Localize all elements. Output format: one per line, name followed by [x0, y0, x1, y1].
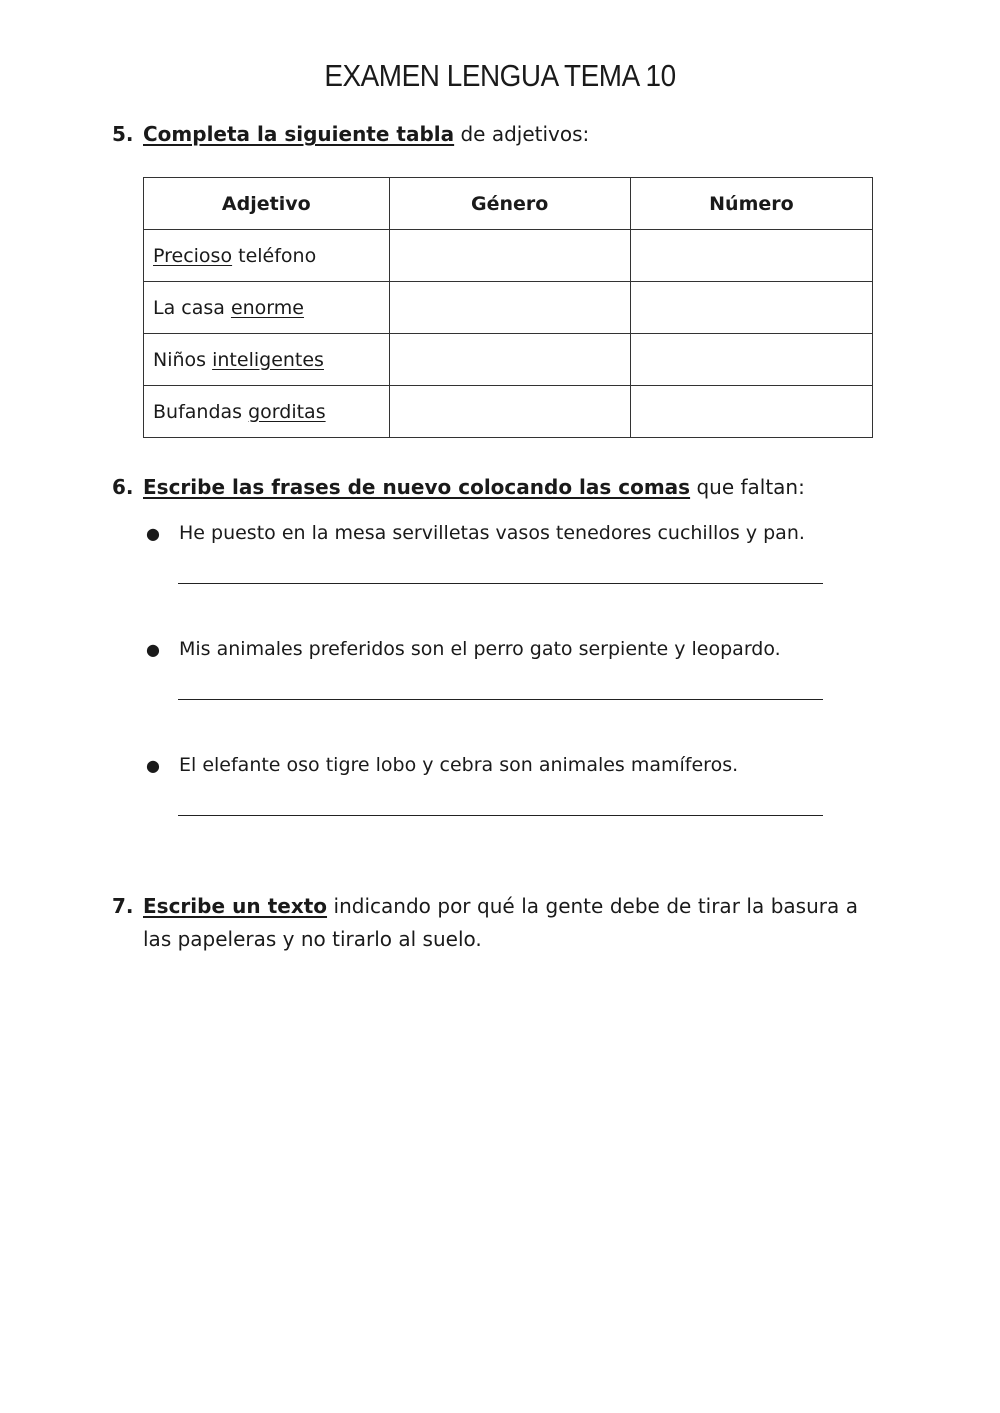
question-7 — [112, 890, 858, 956]
question-number: 6. — [112, 475, 134, 499]
question-text: indicando por qué la gente debe de tirar la basura a las papeleras y no tirarlo al suelo. — [143, 894, 858, 951]
question-text: de adjetivos: — [454, 122, 590, 146]
adjective-cell: Bufandas gorditas — [144, 386, 390, 438]
question-5 — [112, 118, 589, 150]
sentence-item — [146, 754, 738, 776]
sentence-text: He puesto en la mesa servilletas vasos tenedores cuchillos y pan. — [179, 522, 805, 544]
number-answer-cell[interactable] — [630, 386, 872, 438]
underlined-adjective: enorme — [230, 296, 304, 319]
question-number: 5. — [112, 122, 134, 146]
table-row — [144, 230, 873, 282]
number-answer-cell[interactable] — [630, 230, 872, 282]
question-6 — [112, 471, 805, 503]
answer-line[interactable] — [178, 815, 823, 816]
answer-line[interactable] — [178, 583, 823, 584]
table-row — [144, 282, 873, 334]
adjective-cell: Precioso teléfono — [144, 230, 390, 282]
number-answer-cell[interactable] — [630, 282, 872, 334]
underlined-adjective: inteligentes — [212, 348, 324, 371]
adjective-cell: La casa enorme — [144, 282, 390, 334]
table-row — [144, 386, 873, 438]
question-instruction: Escribe un texto — [143, 894, 328, 918]
gender-answer-cell[interactable] — [389, 282, 630, 334]
question-instruction: Completa la siguiente tabla — [143, 122, 455, 146]
bullet-icon: ● — [146, 640, 160, 659]
question-instruction: Escribe las frases de nuevo colocando las comas — [143, 475, 691, 499]
gender-answer-cell[interactable] — [389, 334, 630, 386]
column-header-adjetivo: Adjetivo — [144, 178, 390, 230]
number-answer-cell[interactable] — [630, 334, 872, 386]
bullet-icon: ● — [146, 524, 160, 543]
gender-answer-cell[interactable] — [389, 230, 630, 282]
adjective-table — [143, 177, 873, 438]
table-row — [144, 334, 873, 386]
sentence-item — [146, 638, 781, 660]
underlined-adjective: gorditas — [248, 400, 326, 423]
sentence-text: Mis animales preferidos son el perro gato serpiente y leopardo. — [179, 638, 781, 660]
bullet-icon: ● — [146, 756, 160, 775]
sentence-item — [146, 522, 805, 544]
answer-line[interactable] — [178, 699, 823, 700]
page-title: EXAMEN LENGUA TEMA 10 — [324, 58, 676, 93]
sentence-text: El elefante oso tigre lobo y cebra son animales mamíferos. — [179, 754, 739, 776]
gender-answer-cell[interactable] — [389, 386, 630, 438]
column-header-numero: Número — [630, 178, 872, 230]
underlined-adjective: Precioso — [153, 244, 233, 267]
adjective-cell: Niños inteligentes — [144, 334, 390, 386]
column-header-genero: Género — [389, 178, 630, 230]
question-text: que faltan: — [690, 475, 805, 499]
table-header-row — [144, 178, 873, 230]
question-number: 7. — [112, 894, 134, 918]
